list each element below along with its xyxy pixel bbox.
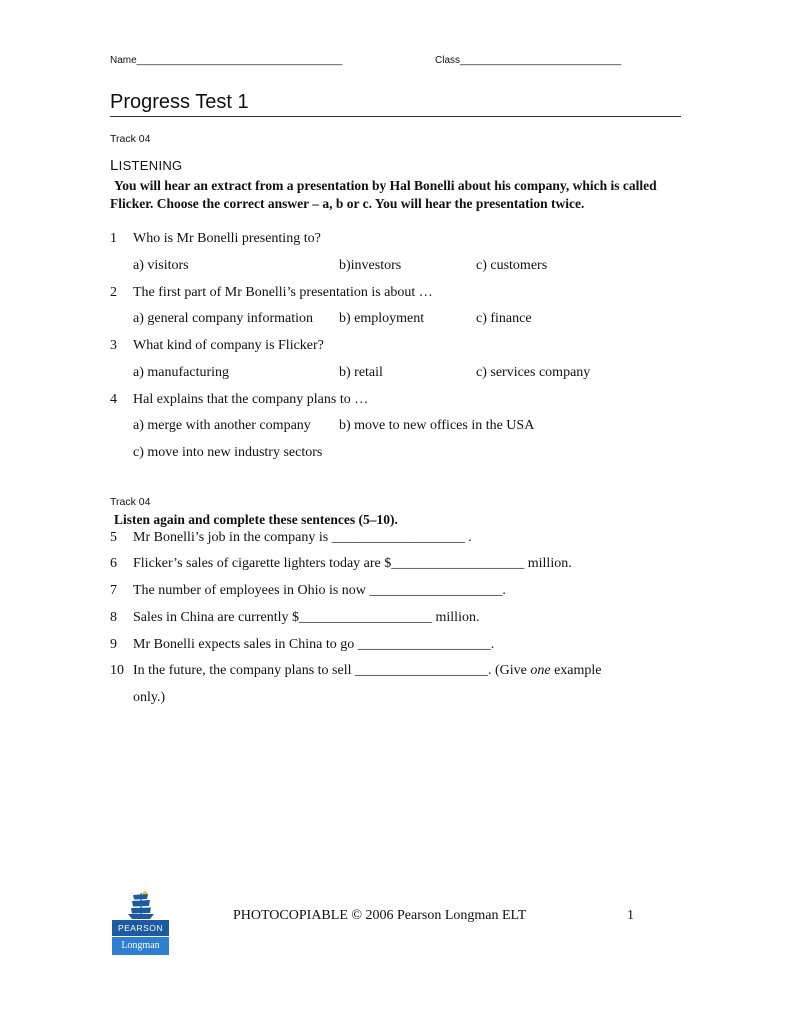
question-number: 1 [110,231,117,246]
question-text: Mr Bonelli expects sales in China to go ___________________. [133,637,495,652]
name-field: Name_____________________________________ [110,55,343,66]
instructions-part1: You will hear an extract from a presentation by Hal Bonelli about his company, which is called Flicker. Choose the correct answer – a, b or c. You will hear the presentation twice. [110,178,657,211]
section-heading-listening [110,157,182,174]
track-label-1: Track 04 [110,133,151,145]
question-number: 7 [110,583,117,598]
class-field: Class_____________________________ [435,55,622,66]
question-text-emphasis: one [530,663,551,678]
copyright-text: PHOTOCOPIABLE © 2006 Pearson Longman ELT [233,908,527,923]
question-text: Flicker’s sales of cigarette lighters today are $___________________ million. [133,556,572,571]
title-underline [110,116,681,117]
question-number: 8 [110,610,117,625]
question-text: Mr Bonelli’s job in the company is ___________________ . [133,530,472,545]
instructions-part2: Listen again and complete these sentences (5–10). [114,512,398,527]
option-b: b)investors [339,258,402,273]
page-title: Progress Test 1 [110,91,249,113]
option-b: b) employment [339,311,425,326]
option-a: a) general company information [133,311,313,326]
question-text: Sales in China are currently $___________________ million. [133,610,480,625]
question-text [133,662,602,680]
question-text: What kind of company is Flicker? [133,338,324,353]
option-a: a) visitors [133,258,189,273]
option-a: a) merge with another company [133,418,311,433]
question-text-continuation: only.) [133,690,166,705]
question-number: 6 [110,556,117,571]
section-heading-rest: ISTENING [118,158,183,173]
ship-icon [112,890,169,920]
track-label-2: Track 04 [110,496,151,508]
question-text: The number of employees in Ohio is now ___________________. [133,583,506,598]
option-c: c) services company [476,365,591,380]
logo-pearson-text: PEARSON [112,920,169,936]
question-number: 2 [110,285,117,300]
option-b: b) retail [339,365,383,380]
question-number: 10 [110,663,124,678]
page-number: 1 [627,908,634,923]
option-c: c) move into new industry sectors [133,445,323,460]
logo-longman-text: Longman [112,937,169,955]
question-text: Who is Mr Bonelli presenting to? [133,231,321,246]
question-text-start: In the future, the company plans to sell ___________________. (Give [133,663,531,678]
option-c: c) finance [476,311,532,326]
question-number: 4 [110,392,117,407]
section-heading-initial: L [110,157,119,174]
question-number: 9 [110,637,117,652]
question-text: The first part of Mr Bonelli’s presentation is about … [133,285,433,300]
question-number: 3 [110,338,117,353]
pearson-longman-logo [112,890,169,956]
option-b: b) move to new offices in the USA [339,418,535,433]
question-text-end: example [550,663,602,678]
option-c: c) customers [476,258,548,273]
question-text: Hal explains that the company plans to … [133,392,369,407]
question-number: 5 [110,530,117,545]
option-a: a) manufacturing [133,365,230,380]
